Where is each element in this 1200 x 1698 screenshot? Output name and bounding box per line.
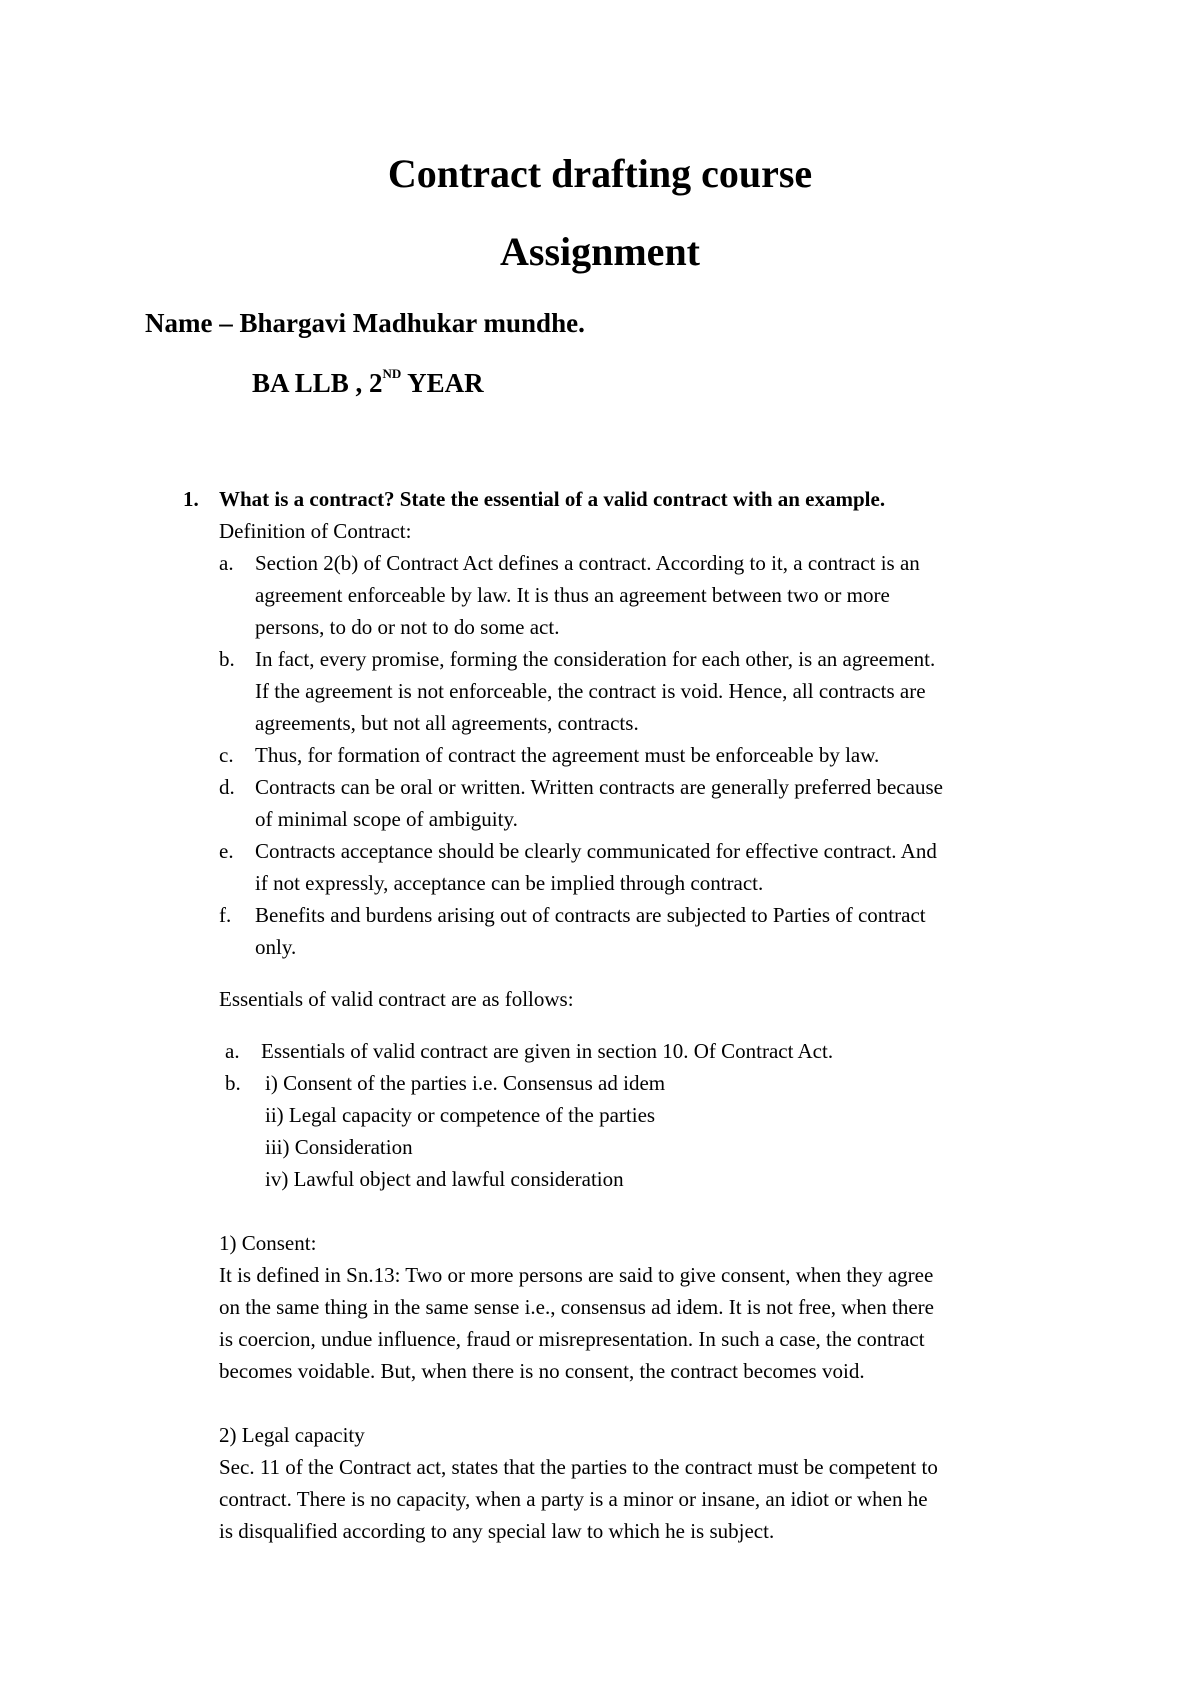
list-item-line: Thus, for formation of contract the agreement must be enforceable by law. bbox=[255, 743, 880, 767]
essentials-subitem: ii) Legal capacity or competence of the parties bbox=[265, 1103, 656, 1127]
list-item-line: only. bbox=[255, 935, 297, 959]
capacity-heading: 2) Legal capacity bbox=[219, 1423, 365, 1447]
document-subtitle: Assignment bbox=[499, 229, 701, 274]
paragraph-line: Sec. 11 of the Contract act, states that the parties to the contract must be competent to bbox=[219, 1455, 938, 1479]
essentials-subitem: i) Consent of the parties i.e. Consensus ad idem bbox=[265, 1071, 666, 1095]
question-number: 1. bbox=[183, 487, 199, 511]
document-title: Contract drafting course bbox=[387, 151, 813, 196]
essentials-subitem: iii) Consideration bbox=[265, 1135, 413, 1159]
list-item-line: agreements, but not all agreements, contracts. bbox=[255, 711, 639, 735]
paragraph-line: becomes voidable. But, when there is no consent, the contract becomes void. bbox=[219, 1359, 865, 1383]
essentials-heading: Essentials of valid contract are as follows: bbox=[219, 987, 574, 1011]
list-marker: e. bbox=[219, 839, 234, 863]
essentials-item: Essentials of valid contract are given in section 10. Of Contract Act. bbox=[261, 1039, 834, 1063]
list-item-line: persons, to do or not to do some act. bbox=[255, 615, 560, 639]
list-marker: a. bbox=[219, 551, 234, 575]
consent-heading: 1) Consent: bbox=[219, 1231, 317, 1255]
list-item-line: Contracts can be oral or written. Written contracts are generally preferred because bbox=[255, 775, 943, 799]
list-marker: b. bbox=[225, 1071, 241, 1095]
list-item-line: Section 2(b) of Contract Act defines a contract. According to it, a contract is an bbox=[255, 551, 920, 575]
list-item-line: of minimal scope of ambiguity. bbox=[255, 807, 518, 831]
paragraph-line: It is defined in Sn.13: Two or more persons are said to give consent, when they agree bbox=[219, 1263, 934, 1287]
list-item-line: if not expressly, acceptance can be implied through contract. bbox=[255, 871, 764, 895]
list-item-line: Contracts acceptance should be clearly communicated for effective contract. And bbox=[255, 839, 937, 863]
list-item-line: agreement enforceable by law. It is thus an agreement between two or more bbox=[255, 583, 890, 607]
class-prefix: BA LLB , 2 bbox=[252, 368, 383, 398]
class-superscript: ND bbox=[382, 366, 402, 381]
student-class bbox=[252, 368, 484, 399]
definition-heading: Definition of Contract: bbox=[219, 519, 412, 543]
student-name: Name – Bhargavi Madhukar mundhe. bbox=[145, 308, 585, 338]
list-marker: a. bbox=[225, 1039, 240, 1063]
paragraph-line: is disqualified according to any special law to which he is subject. bbox=[219, 1519, 775, 1543]
list-marker: b. bbox=[219, 647, 235, 671]
list-marker: c. bbox=[219, 743, 234, 767]
class-suffix: YEAR bbox=[401, 368, 484, 398]
paragraph-line: is coercion, undue influence, fraud or misrepresentation. In such a case, the contract bbox=[219, 1327, 925, 1351]
list-marker: d. bbox=[219, 775, 235, 799]
list-item-line: In fact, every promise, forming the consideration for each other, is an agreement. bbox=[255, 647, 936, 671]
list-marker: f. bbox=[219, 903, 232, 927]
paragraph-line: contract. There is no capacity, when a party is a minor or insane, an idiot or when he bbox=[219, 1487, 928, 1511]
list-item-line: If the agreement is not enforceable, the contract is void. Hence, all contracts are bbox=[255, 679, 926, 703]
list-item-line: Benefits and burdens arising out of contracts are subjected to Parties of contract bbox=[255, 903, 926, 927]
question-text: What is a contract? State the essential of a valid contract with an example. bbox=[219, 487, 886, 511]
paragraph-line: on the same thing in the same sense i.e., consensus ad idem. It is not free, when there bbox=[219, 1295, 934, 1319]
essentials-subitem: iv) Lawful object and lawful consideration bbox=[265, 1167, 624, 1191]
